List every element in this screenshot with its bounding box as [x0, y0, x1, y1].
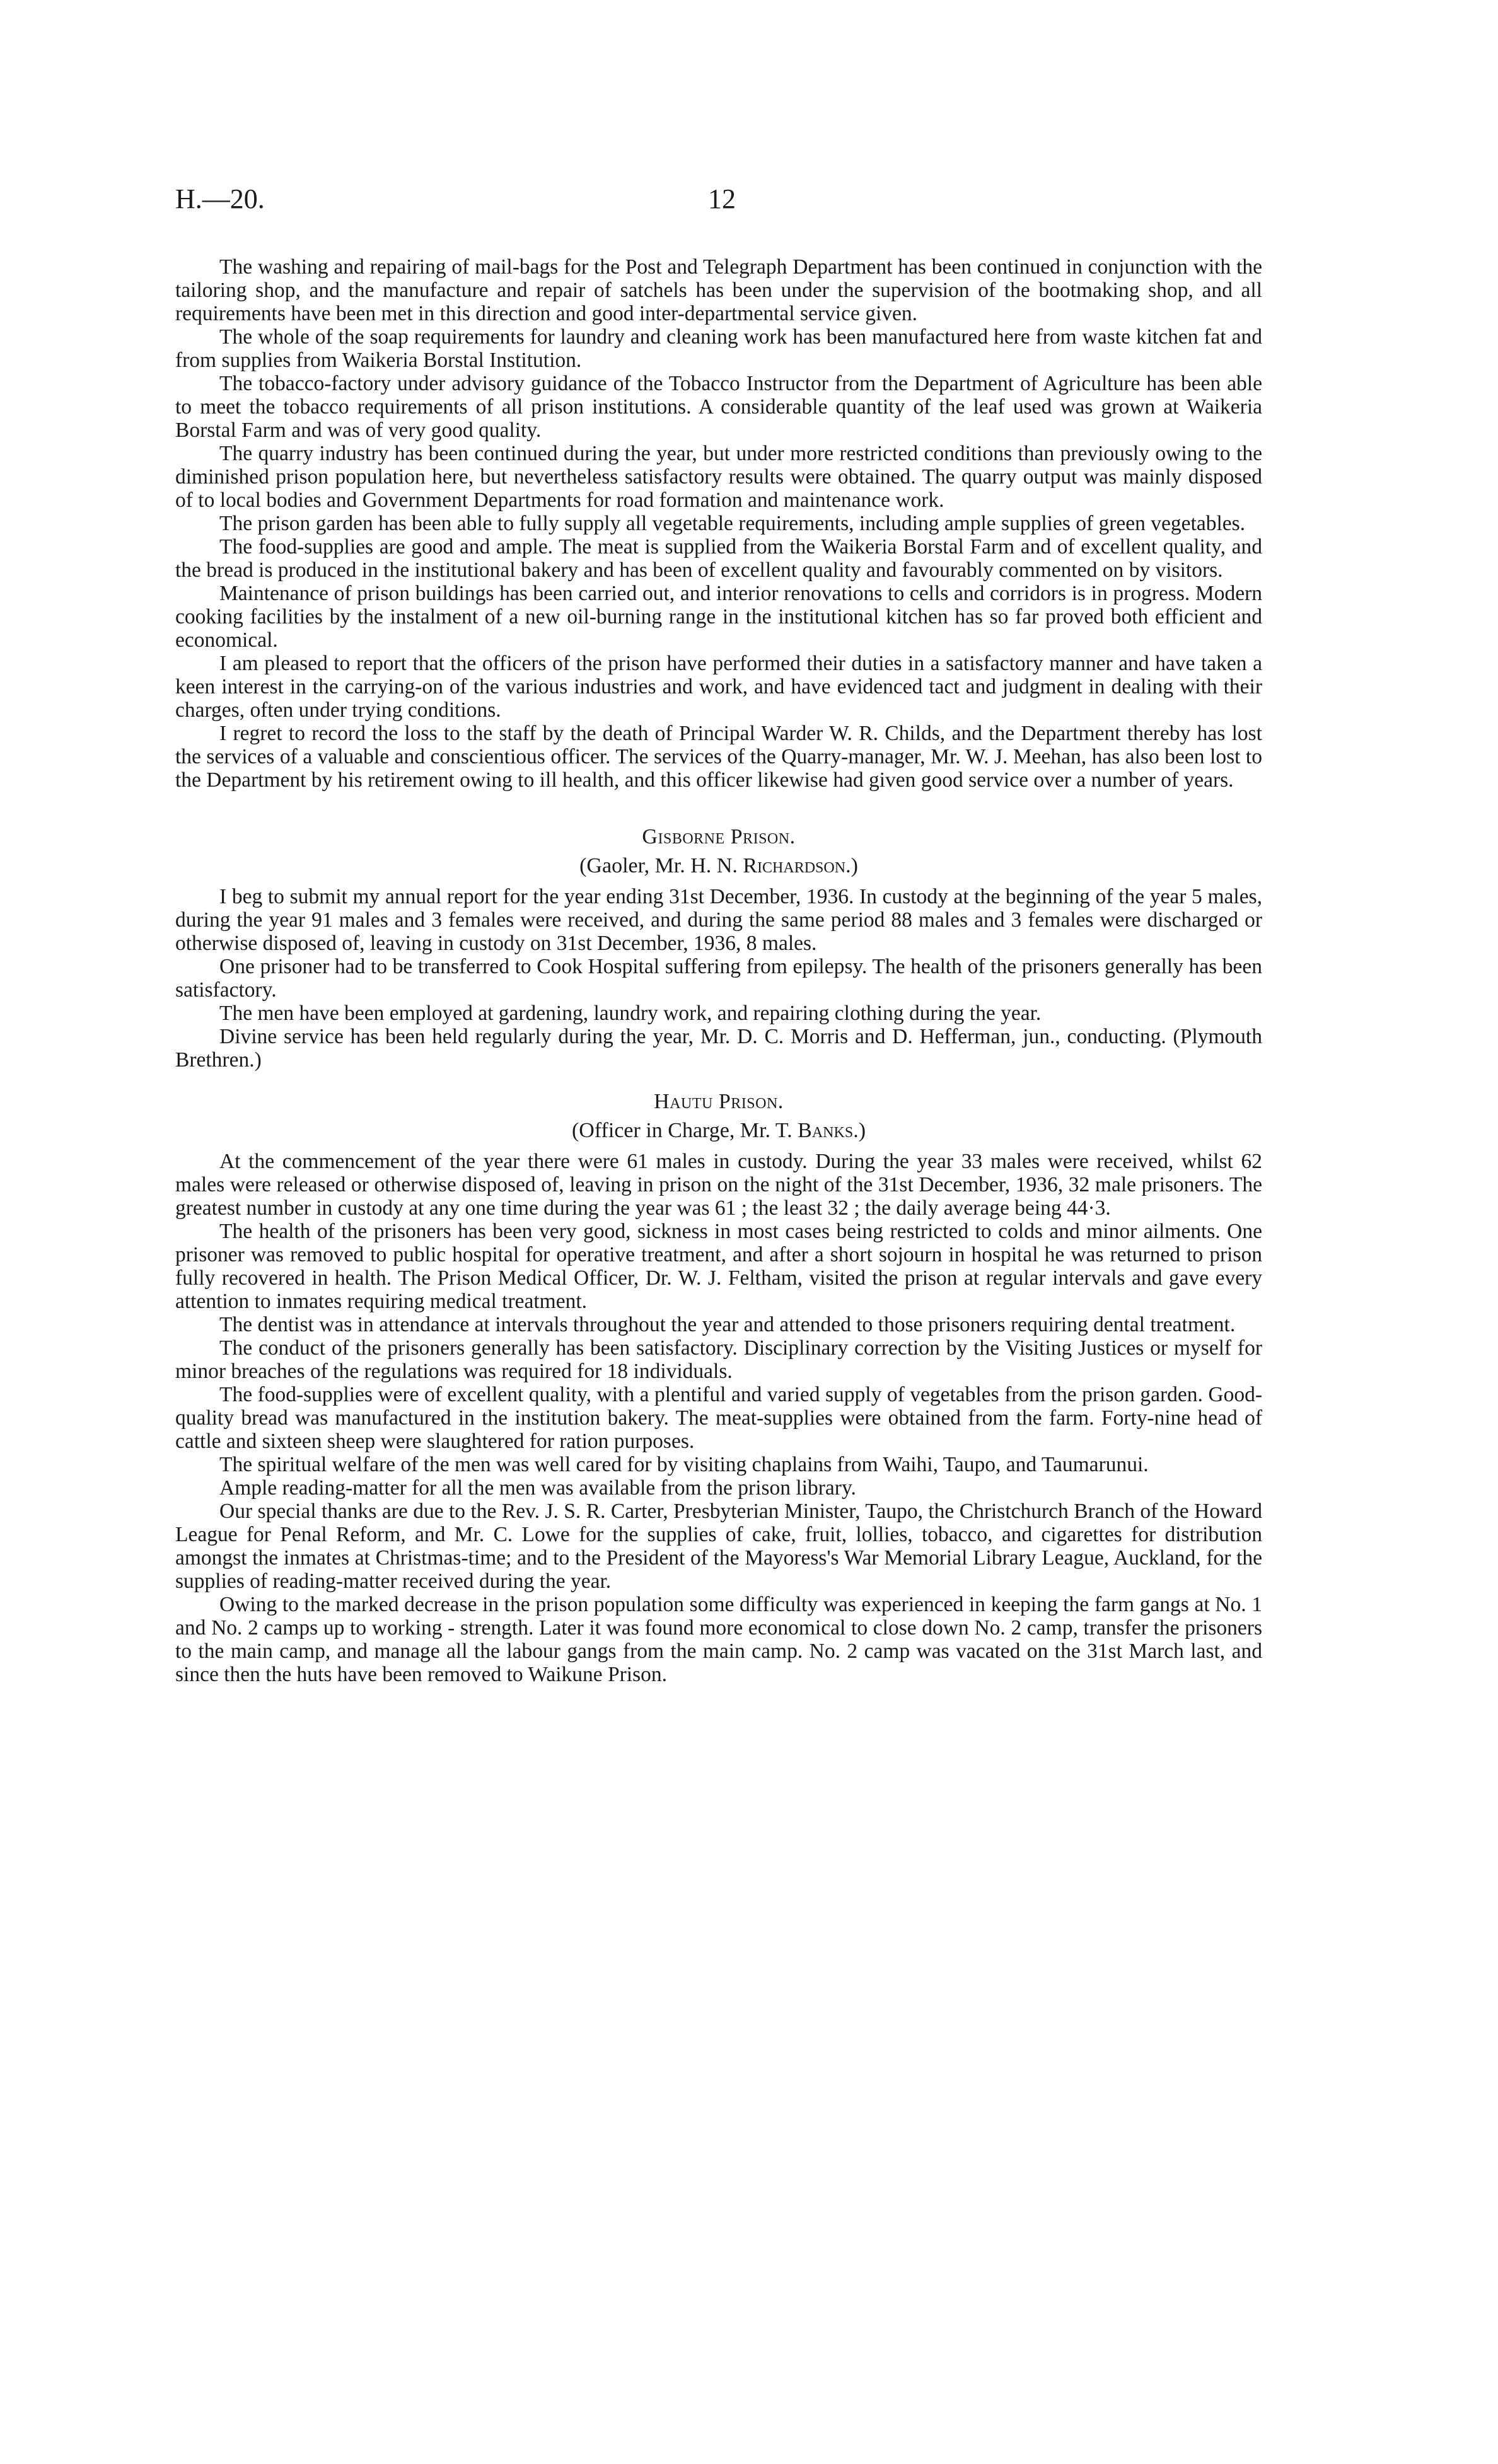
- section-subheading: [175, 1118, 1262, 1143]
- section-heading: Hautu Prison.: [654, 1090, 784, 1113]
- subheading-prefix: (Officer in Charge, Mr. T.: [571, 1119, 798, 1142]
- paragraph: One prisoner had to be transferred to Cook Hospital suffering from epilepsy. The health of the prisoners generally has been satisfactory.: [175, 955, 1262, 1002]
- paragraph: Divine service has been held regularly during the year, Mr. D. C. Morris and D. Hefferman, jun., conducting. (Plymouth Brethren.): [175, 1025, 1262, 1072]
- section-heading: Gisborne Prison.: [642, 825, 796, 848]
- paragraph: The food-supplies were of excellent quality, with a plentiful and varied supply of vegetables from the prison garden. Good-quality bread was manufactured in the institution bakery. The meat-supplies were obtained from the farm. Forty-nine head of cattle and sixteen sheep were slaughtered for ration purposes.: [175, 1383, 1262, 1453]
- body-text: [175, 255, 1262, 1686]
- hautu-section: [175, 1089, 1262, 1686]
- subheading-suffix: .): [845, 854, 858, 877]
- officer-name: Richardson: [743, 854, 846, 877]
- running-header: [175, 183, 1323, 221]
- paragraph: The health of the prisoners has been very good, sickness in most cases being restricted to colds and minor ailments. One prisoner was removed to public hospital for operative treatment, and after a short sojourn in hospital he was returned to prison fully recovered in health. The Prison Medical Officer, Dr. W. J. Feltham, visited the prison at regular intervals and gave every attention to inmates requiring medical treatment.: [175, 1220, 1262, 1313]
- document-code: H.—20.: [175, 183, 265, 214]
- paragraph: The quarry industry has been continued during the year, but under more restricted conditions than previously owing to the diminished prison population here, but nevertheless satisfactory results were obtained. The quarry output was mainly disposed of to local bodies and Government Departments for road formation and maintenance work.: [175, 442, 1262, 512]
- subheading-suffix: .): [853, 1119, 866, 1142]
- paragraph: Maintenance of prison buildings has been carried out, and interior renovations to cells and corridors is in progress. Modern cooking facilities by the instalment of a new oil-burning range in the institutional kitchen has so far proved both efficient and economical.: [175, 582, 1262, 652]
- paragraph: The food-supplies are good and ample. The meat is supplied from the Waikeria Borstal Farm and of excellent quality, and the bread is produced in the institutional bakery and has been of excellent quality and favourably commented on by visitors.: [175, 535, 1262, 582]
- paragraph: At the commencement of the year there were 61 males in custody. During the year 33 males were received, whilst 62 males were released or otherwise disposed of, leaving in prison on the night of the 31st December, 1936, 32 male prisoners. The greatest number in custody at any one time during the year was 61 ; the least 32 ; the daily average being 44·3.: [175, 1150, 1262, 1220]
- section-subheading: [175, 853, 1262, 879]
- paragraph: I beg to submit my annual report for the year ending 31st December, 1936. In custody at the beginning of the year 5 males, during the year 91 males and 3 females were received, and during the same period 88 males and 3 females were discharged or otherwise disposed of, leaving in custody on 31st December, 1936, 8 males.: [175, 885, 1262, 955]
- paragraph: The whole of the soap requirements for laundry and cleaning work has been manufactured here from waste kitchen fat and from supplies from Waikeria Borstal Institution.: [175, 325, 1262, 372]
- paragraph: The dentist was in attendance at intervals throughout the year and attended to those prisoners requiring dental treatment.: [219, 1313, 1236, 1336]
- paragraph: The spiritual welfare of the men was well cared for by visiting chaplains from Waihi, Taupo, and Taumarunui.: [219, 1453, 1149, 1476]
- page-number: 12: [708, 183, 736, 214]
- paragraph: I am pleased to report that the officers of the prison have performed their duties in a satisfactory manner and have taken a keen interest in the carrying-on of the various industries and work, and have evidenced tact and judgment in dealing with their charges, often under trying conditions.: [175, 652, 1262, 722]
- paragraph: I regret to record the loss to the staff by the death of Principal Warder W. R. Childs, and the Department thereby has lost the services of a valuable and conscientious officer. The services of the Quarry-manager, Mr. W. J. Meehan, has also been lost to the Department by his retirement owing to ill health, and this officer likewise had given good service over a number of years.: [175, 722, 1262, 792]
- paragraph: Our special thanks are due to the Rev. J. S. R. Carter, Presbyterian Minister, Taupo, the Christchurch Branch of the Howard League for Penal Reform, and Mr. C. Lowe for the supplies of cake, fruit, lollies, tobacco, and cigarettes for distribution amongst the inmates at Christmas-time; and to the President of the Mayoress's War Memorial Library League, Auckland, for the supplies of reading-matter received during the year.: [175, 1500, 1262, 1593]
- paragraph: The tobacco-factory under advisory guidance of the Tobacco Instructor from the Department of Agriculture has been able to meet the tobacco requirements of all prison institutions. A considerable quantity of the leaf used was grown at Waikeria Borstal Farm and was of very good quality.: [175, 372, 1262, 442]
- officer-name: Banks: [798, 1119, 854, 1142]
- gisborne-section: [175, 824, 1262, 1072]
- intro-section: [175, 255, 1262, 792]
- paragraph: The washing and repairing of mail-bags for the Post and Telegraph Department has been continued in conjunction with the tailoring shop, and the manufacture and repair of satchels has been under the supervision of the bootmaking shop, and all requirements have been met in this direction and good inter-departmental service given.: [175, 255, 1262, 325]
- paragraph: The men have been employed at gardening, laundry work, and repairing clothing during the year.: [219, 1002, 1042, 1025]
- paragraph: The prison garden has been able to fully supply all vegetable requirements, including ample supplies of green vegetables.: [219, 512, 1246, 535]
- paragraph: Owing to the marked decrease in the prison population some difficulty was experienced in keeping the farm gangs at No. 1 and No. 2 camps up to working - strength. Later it was found more economical to close down No. 2 camp, transfer the prisoners to the main camp, and manage all the labour gangs from the main camp. No. 2 camp was vacated on the 31st March last, and since then the huts have been removed to Waikune Prison.: [175, 1593, 1262, 1686]
- subheading-prefix: (Gaoler, Mr. H. N.: [579, 854, 743, 877]
- paragraph: The conduct of the prisoners generally has been satisfactory. Disciplinary correction by the Visiting Justices or myself for minor breaches of the regulations was required for 18 individuals.: [175, 1336, 1262, 1383]
- paragraph: Ample reading-matter for all the men was available from the prison library.: [219, 1476, 856, 1500]
